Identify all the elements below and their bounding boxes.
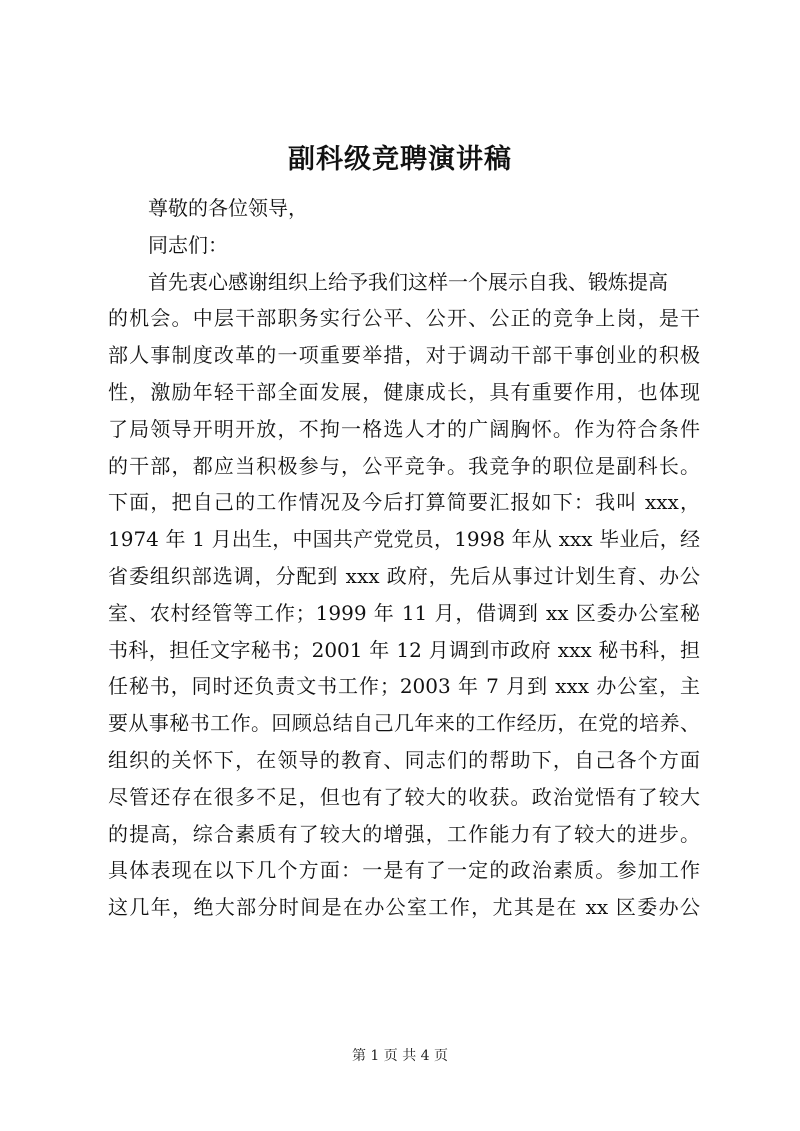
paragraph-line: 尽管还存在很多不足，但也有了较大的收获。政治觉悟有了较大 bbox=[108, 784, 700, 809]
paragraph-line: 这几年，绝大部分时间是在办公室工作，尤其是在 xx 区委办公 bbox=[108, 895, 700, 920]
paragraph-line: 具体表现在以下几个方面：一是有了一定的政治素质。参加工作 bbox=[108, 858, 700, 883]
paragraph-line: 首先衷心感谢组织上给予我们这样一个展示自我、锻炼提高 bbox=[148, 269, 668, 294]
document-body bbox=[108, 190, 700, 926]
paragraph-line: 室、农村经管等工作；1999 年 11 月，借调到 xx 区委办公室秘 bbox=[108, 600, 700, 625]
paragraph-line: 书科，担任文字秘书；2001 年 12 月调到市政府 xxx 秘书科，担 bbox=[108, 637, 700, 662]
paragraph-line: 省委组织部选调，分配到 xxx 政府，先后从事过计划生育、办公 bbox=[108, 563, 700, 588]
paragraph-line: 性，激励年轻干部全面发展，健康成长，具有重要作用，也体现 bbox=[108, 379, 700, 404]
salutation-comrades: 同志们： bbox=[148, 232, 228, 257]
salutation-leaders: 尊敬的各位领导， bbox=[148, 196, 308, 220]
page-title: 副科级竞聘演讲稿 bbox=[288, 144, 512, 175]
page-indicator: 第 1 页 共 4 页 bbox=[351, 1048, 449, 1064]
paragraph-line: 下面，把自己的工作情况及今后打算简要汇报如下：我叫 xxx， bbox=[108, 490, 700, 515]
paragraph-line: 的干部，都应当积极参与，公平竞争。我竞争的职位是副科长。 bbox=[108, 453, 700, 478]
paragraph-line: 组织的关怀下，在领导的教育、同志们的帮助下，自己各个方面 bbox=[108, 747, 700, 772]
paragraph-line: 1974 年 1 月出生，中国共产党党员，1998 年从 xxx 毕业后，经 bbox=[108, 527, 700, 552]
paragraph-line: 了局领导开明开放，不拘一格选人才的广阔胸怀。作为符合条件 bbox=[108, 416, 700, 441]
paragraph-line: 任秘书，同时还负责文书工作；2003 年 7 月到 xxx 办公室，主 bbox=[108, 674, 700, 699]
paragraph-line: 部人事制度改革的一项重要举措，对于调动干部干事创业的积极 bbox=[108, 343, 700, 368]
paragraph-line: 的提高，综合素质有了较大的增强，工作能力有了较大的进步。 bbox=[108, 821, 700, 846]
paragraph-line: 要从事秘书工作。回顾总结自己几年来的工作经历，在党的培养、 bbox=[108, 711, 700, 736]
paragraph-line: 的机会。中层干部职务实行公平、公开、公正的竞争上岗，是干 bbox=[108, 306, 700, 331]
